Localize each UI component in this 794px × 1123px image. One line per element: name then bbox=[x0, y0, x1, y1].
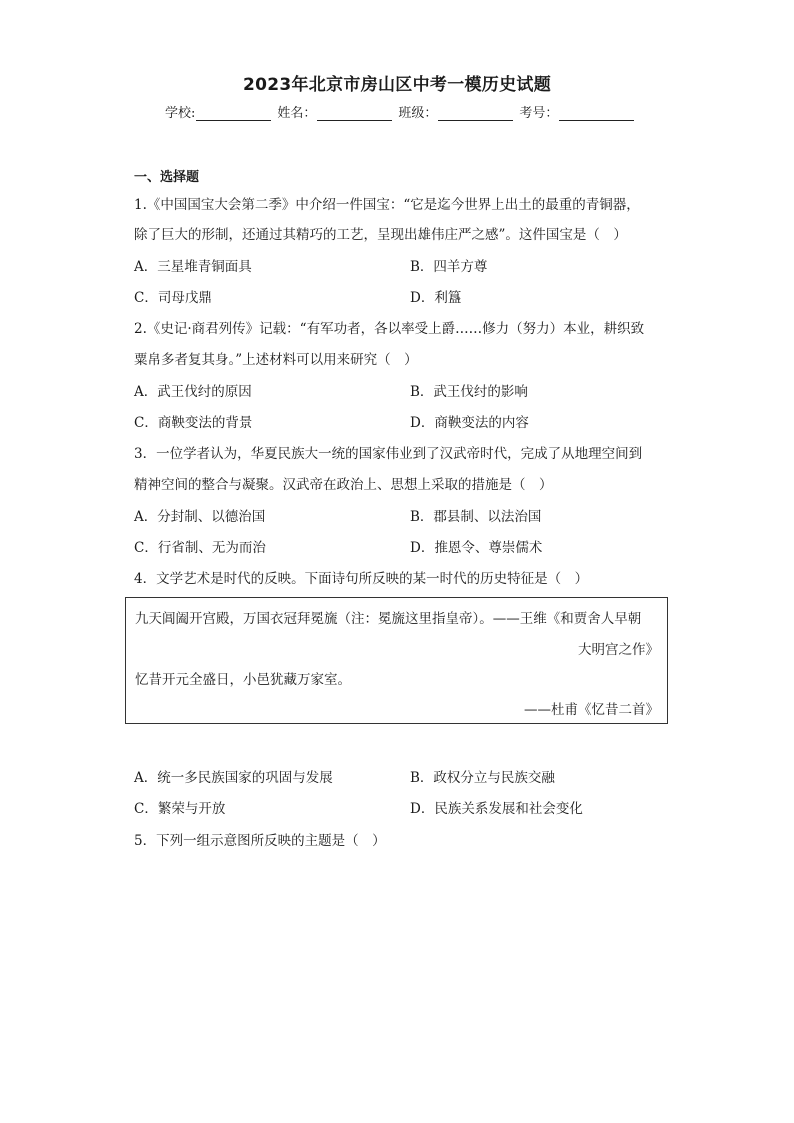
section-heading: 一、选择题 bbox=[134, 170, 200, 185]
quote-1-line-1: 九天阊阖开宫殿，万国衣冠拜冕旒（注：冕旒这里指皇帝）。——王维《和贾舍人早朝 bbox=[135, 611, 642, 627]
quote-1-line-2: 大明宫之作》 bbox=[578, 642, 659, 658]
class-field bbox=[398, 102, 513, 121]
student-info-row bbox=[165, 102, 640, 121]
name-field bbox=[277, 102, 392, 121]
question-2-line-2: 粟帛多者复其身。”上述材料可以用来研究（ ） bbox=[134, 352, 418, 368]
question-3-option-a[interactable]: A．分封制、以德治国 bbox=[134, 509, 266, 525]
school-field bbox=[165, 102, 271, 121]
exam-number-field bbox=[519, 102, 634, 121]
class-label: 班级： bbox=[398, 106, 438, 121]
question-3-option-c[interactable]: C．行省制、无为而治 bbox=[134, 540, 266, 556]
exam-number-label: 考号： bbox=[519, 106, 559, 121]
question-4-option-a[interactable]: A．统一多民族国家的巩固与发展 bbox=[134, 770, 333, 786]
question-4-option-c[interactable]: C．繁荣与开放 bbox=[134, 801, 226, 817]
name-label: 姓名： bbox=[277, 106, 317, 121]
question-1-option-a[interactable]: A．三星堆青铜面具 bbox=[134, 259, 252, 275]
question-4-option-b[interactable]: B．政权分立与民族交融 bbox=[410, 770, 555, 786]
question-1-option-d[interactable]: D．利簋 bbox=[410, 290, 462, 306]
question-1-line-1: 1.《中国国宝大会第二季》中介绍一件国宝：“它是迄今世界上出土的最重的青铜器， bbox=[134, 197, 640, 213]
question-2-option-a[interactable]: A．武王伐纣的原因 bbox=[134, 384, 252, 400]
school-blank[interactable] bbox=[196, 106, 271, 121]
question-4-line-1: 4．文学艺术是时代的反映。下面诗句所反映的某一时代的历史特征是（ ） bbox=[134, 571, 589, 587]
school-label: 学校: bbox=[165, 106, 196, 121]
question-2-line-1: 2.《史记·商君列传》记载：“有军功者，各以率受上爵……修力（努力）本业，耕织致 bbox=[134, 321, 645, 337]
question-1-option-b[interactable]: B．四羊方尊 bbox=[410, 259, 488, 275]
quote-2-line-2: ——杜甫《忆昔二首》 bbox=[524, 702, 659, 718]
class-blank[interactable] bbox=[438, 106, 513, 121]
question-2-option-b[interactable]: B．武王伐纣的影响 bbox=[410, 384, 528, 400]
question-3-line-1: 3．一位学者认为，华夏民族大一统的国家伟业到了汉武帝时代，完成了从地理空间到 bbox=[134, 446, 643, 462]
exam-number-blank[interactable] bbox=[559, 106, 634, 121]
question-3-line-2: 精神空间的整合与凝聚。汉武帝在政治上、思想上采取的措施是（ ） bbox=[134, 477, 553, 493]
question-1-option-c[interactable]: C．司母戊鼎 bbox=[134, 290, 212, 306]
question-2-option-d[interactable]: D．商鞅变法的内容 bbox=[410, 415, 529, 431]
question-3-option-b[interactable]: B．郡县制、以法治国 bbox=[410, 509, 542, 525]
question-2-option-c[interactable]: C．商鞅变法的背景 bbox=[134, 415, 253, 431]
quote-2-line-1: 忆昔开元全盛日，小邑犹藏万家室。 bbox=[135, 672, 351, 688]
question-5-line-1: 5．下列一组示意图所反映的主题是（ ） bbox=[134, 833, 386, 849]
name-blank[interactable] bbox=[317, 106, 392, 121]
poem-quote-box bbox=[125, 597, 668, 724]
page-title: 2023年北京市房山区中考一模历史试题 bbox=[242, 75, 551, 95]
question-1-line-2: 除了巨大的形制，还通过其精巧的工艺，呈现出雄伟庄严之感”。这件国宝是（ ） bbox=[134, 227, 627, 243]
question-3-option-d[interactable]: D．推恩令、尊崇儒术 bbox=[410, 540, 543, 556]
question-4-option-d[interactable]: D．民族关系发展和社会变化 bbox=[410, 801, 583, 817]
